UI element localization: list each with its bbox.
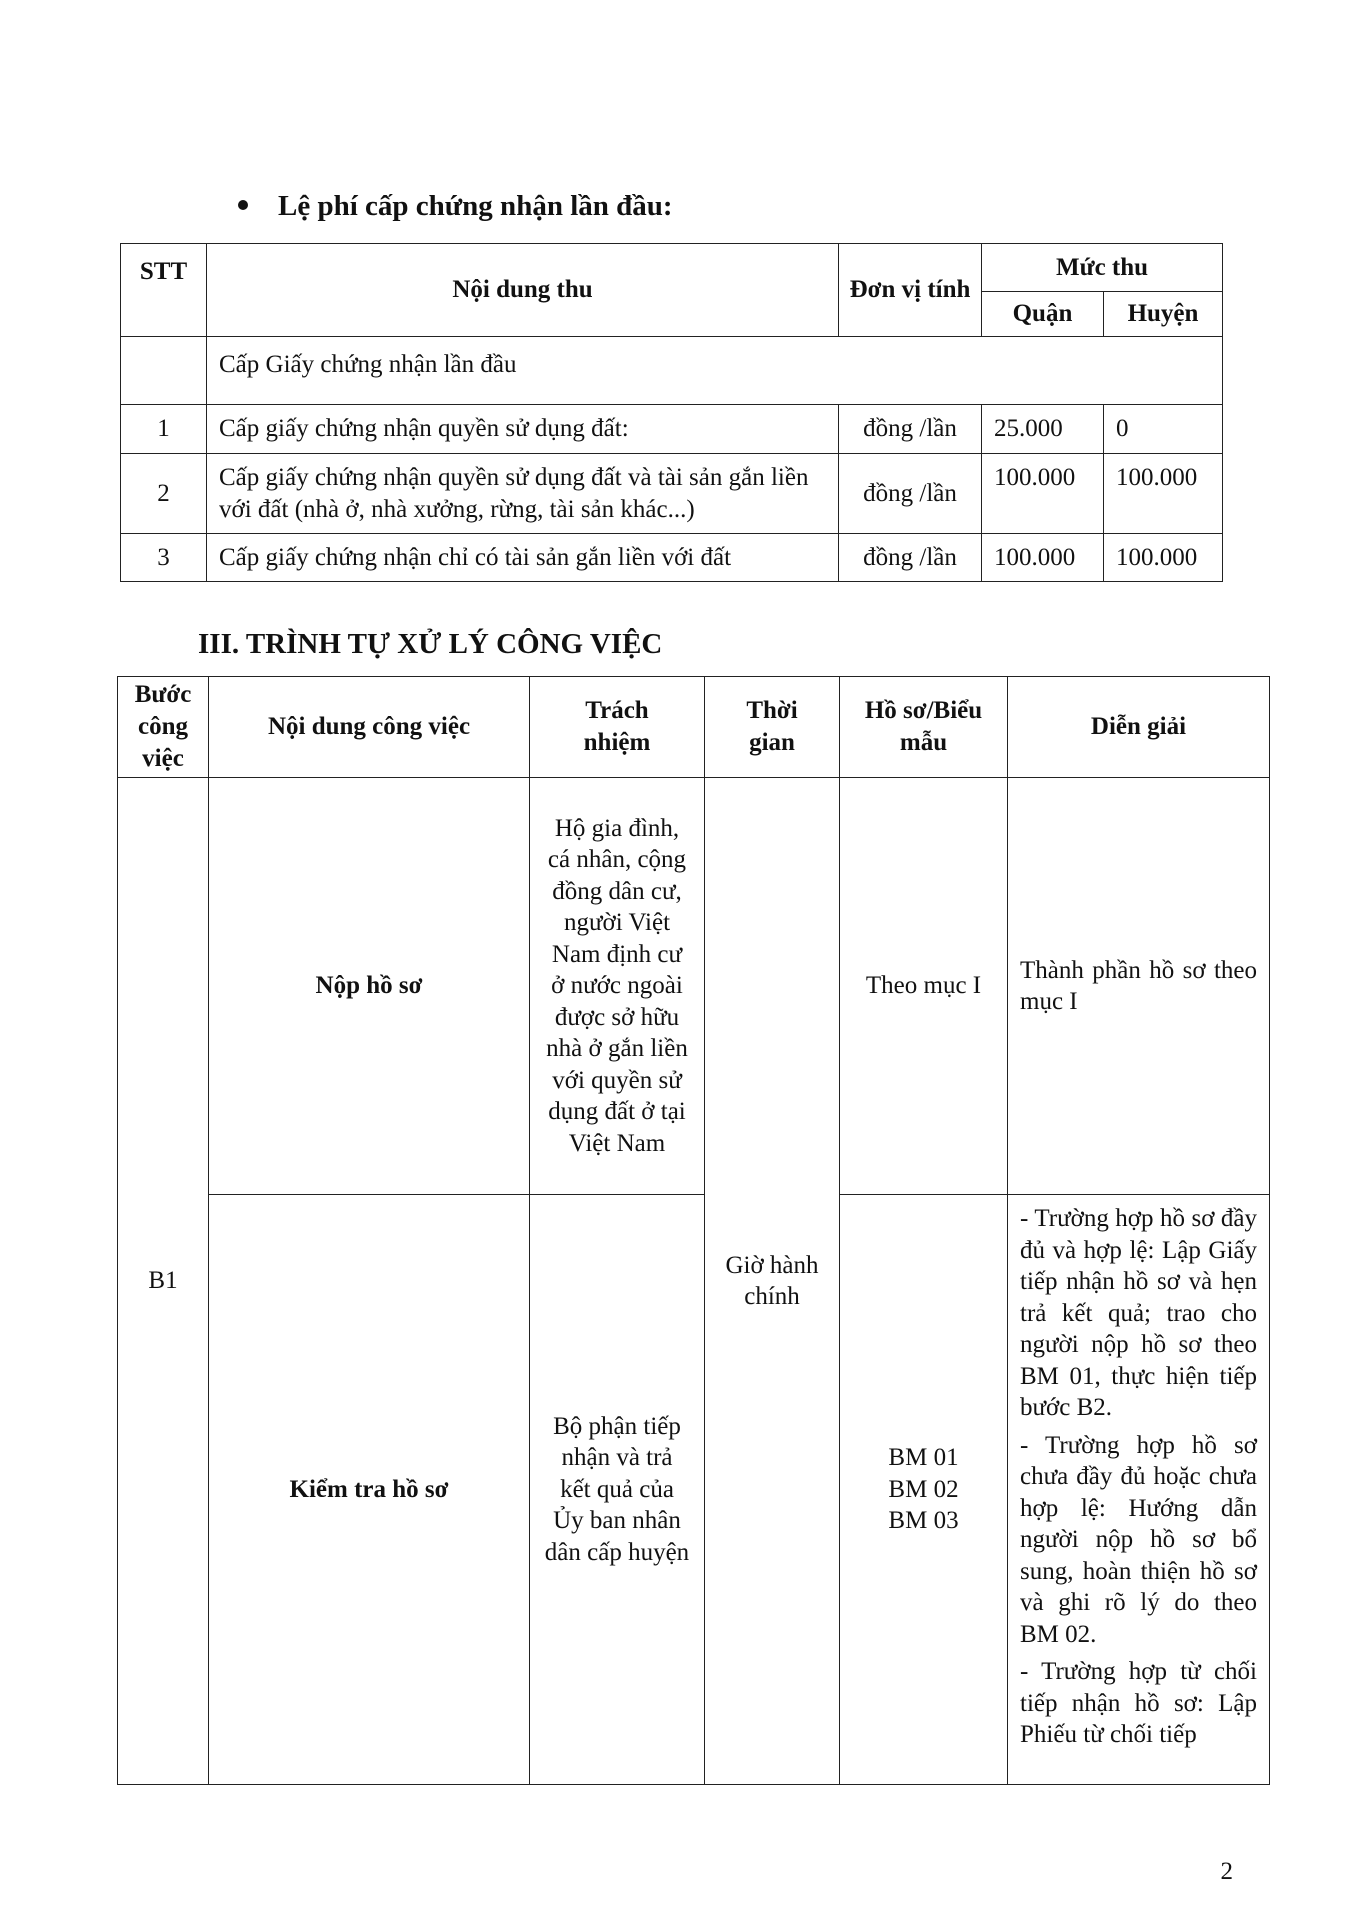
header-quan: Quận	[982, 292, 1104, 337]
header-forms: Hồ sơ/Biểu mẫu	[840, 677, 1008, 778]
header-time: Thời gian	[705, 677, 840, 778]
header-explanation: Diễn giải	[1008, 677, 1270, 778]
row-huyen: 100.000	[1104, 534, 1223, 582]
step-cell: B1	[118, 778, 209, 1785]
responsibility-check: Bộ phận tiếp nhận và trả kết quả của Ủy ban nhân dân cấp huyện	[530, 1195, 705, 1785]
forms-check	[840, 1195, 1008, 1785]
explanation-submit	[1008, 778, 1270, 1195]
row-stt: 2	[121, 454, 207, 534]
forms-submit: Theo mục I	[840, 778, 1008, 1195]
row-unit: đồng /lần	[839, 534, 982, 582]
row-quan: 100.000	[982, 454, 1104, 534]
header-step: Bước công việc	[118, 677, 209, 778]
form-code: BM 03	[888, 1507, 959, 1535]
row-stt: 1	[121, 405, 207, 454]
group-stt-cell	[121, 337, 207, 405]
row-huyen: 100.000	[1104, 454, 1223, 534]
row-unit: đồng /lần	[839, 405, 982, 454]
group-label: Cấp Giấy chứng nhận lần đầu	[207, 337, 1223, 405]
time-cell: Giờ hành chính	[705, 778, 840, 1785]
explanation-paragraph: Thành phần hồ sơ theo mục I	[1020, 956, 1257, 1015]
form-code: BM 02	[888, 1475, 959, 1503]
fee-section-title-text: Lệ phí cấp chứng nhận lần đầu:	[278, 190, 673, 222]
row-content: Cấp giấy chứng nhận chỉ có tài sản gắn liền với đất	[207, 534, 839, 582]
row-huyen: 0	[1104, 405, 1223, 454]
row-stt: 3	[121, 534, 207, 582]
fee-table	[120, 243, 1223, 582]
task-check: Kiểm tra hồ sơ	[209, 1195, 530, 1785]
responsibility-submit: Hộ gia đình, cá nhân, cộng đồng dân cư, người Việt Nam định cư ở nước ngoài được sở hữu nhà ở gắn liền với quyền sử dụng đất ở tại Việt Nam	[530, 778, 705, 1195]
row-quan: 100.000	[982, 534, 1104, 582]
explanation-paragraph: - Trường hợp hồ sơ đầy đủ và hợp lệ: Lập Giấy tiếp nhận hồ sơ và hẹn trả kết quả; trao cho người nộp hồ sơ theo BM 01, thực hiện tiếp bước B2.	[1020, 1205, 1257, 1421]
header-content: Nội dung thu	[207, 244, 839, 337]
explanation-paragraph: - Trường hợp từ chối tiếp nhận hồ sơ: Lập Phiếu từ chối tiếp	[1020, 1658, 1257, 1748]
row-content: Cấp giấy chứng nhận quyền sử dụng đất:	[207, 405, 839, 454]
header-rate: Mức thu	[982, 244, 1223, 292]
process-table	[117, 676, 1270, 1785]
header-huyen: Huyện	[1104, 292, 1223, 337]
header-unit: Đơn vị tính	[839, 244, 982, 337]
header-stt: STT	[121, 244, 207, 337]
process-section-title: III. TRÌNH TỰ XỬ LÝ CÔNG VIỆC	[198, 628, 663, 660]
form-code: BM 01	[888, 1444, 959, 1472]
row-unit: đồng /lần	[839, 454, 982, 534]
row-quan: 25.000	[982, 405, 1104, 454]
header-responsibility: Trách nhiệm	[530, 677, 705, 778]
explanation-paragraph: - Trường hợp hồ sơ chưa đầy đủ hoặc chưa hợp lệ: Hướng dẫn người nộp hồ sơ bổ sung, hoàn thiện hồ sơ và ghi rõ lý do theo BM 02.	[1020, 1431, 1257, 1648]
row-content: Cấp giấy chứng nhận quyền sử dụng đất và tài sản gắn liền với đất (nhà ở, nhà xưởng, rừng, tài sản khác...)	[207, 454, 839, 534]
explanation-check	[1008, 1195, 1270, 1785]
header-content: Nội dung công việc	[209, 677, 530, 778]
fee-section-title	[238, 190, 673, 223]
task-submit: Nộp hồ sơ	[209, 778, 530, 1195]
bullet-icon	[238, 200, 248, 210]
page-number: 2	[1220, 1858, 1233, 1885]
